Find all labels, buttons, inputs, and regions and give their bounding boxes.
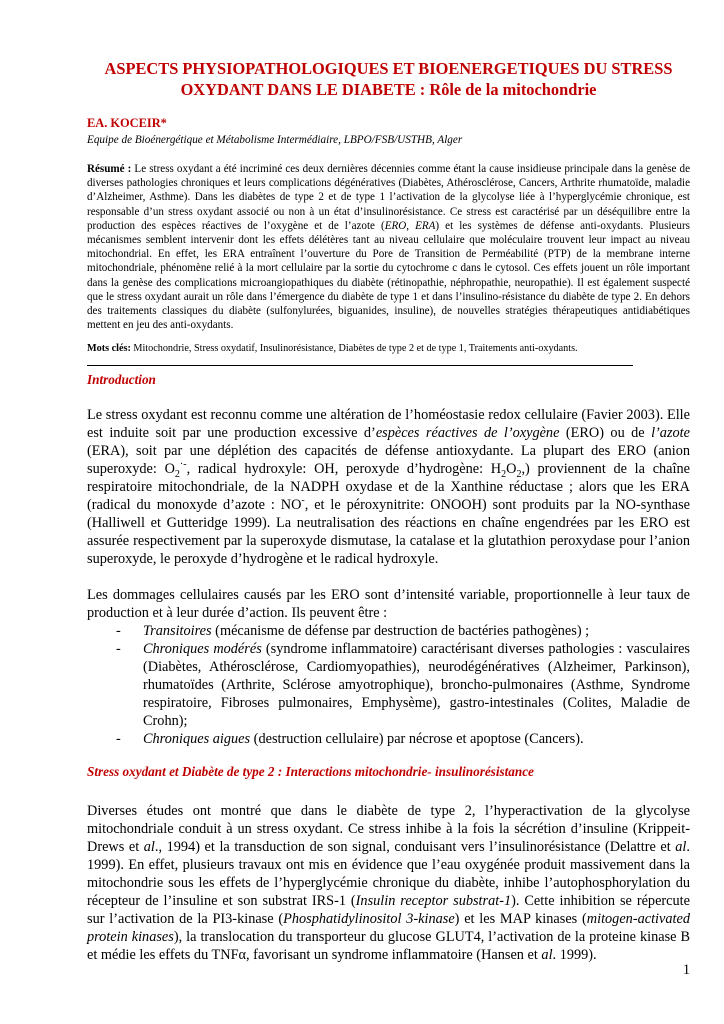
keywords-label: Mots clés: xyxy=(87,343,131,355)
horizontal-rule xyxy=(87,365,633,366)
list-item-term: Chroniques modérés xyxy=(143,641,262,658)
section2-paragraph-1 xyxy=(87,802,690,964)
p3-text-c: . 1999). En effet, plusieurs travaux ont mis en évidence que l’eau oxygénée produit massivement dans la mitochondrie sous les effets de l’hyperglycémie chronique du diabète, inhibe l’autophosphorylation du récepteur de l’insuline et son substrat IRS-1 ( xyxy=(87,839,690,910)
p1-italic-ero: espèces réactives de l’oxygène xyxy=(375,425,560,442)
list-item-term: Transitoires xyxy=(143,623,212,640)
p3-text-b: ., 1994) et la transduction de son signal, conduisant vers l’insulinorésistance (Delattre et xyxy=(154,839,676,856)
list-item xyxy=(87,640,690,730)
p3-text-a: Diverses études ont montré que dans le diabète de type 2, l’hyperactivation de la glycolyse mitochondriale conduit à un stress oxydant. Ce stress inhibe à la fois la sécrétion d’insuline (Krippeit-Drews et xyxy=(87,803,690,856)
damage-list xyxy=(87,622,690,748)
list-item-term: Chroniques aigues xyxy=(143,731,251,748)
abstract-ero-era: ERO, ERA xyxy=(384,219,436,232)
page-number: 1 xyxy=(682,962,690,978)
list-item xyxy=(87,622,690,640)
p1-text-g: ,) proviennent de la chaîne respiratoire mitochondriale, de la NADPH oxydase et de la Xanthine réductase ; alors que les ERA (radical du monoxyde d’azote : NO xyxy=(87,461,690,514)
abstract xyxy=(87,162,690,332)
paper-title xyxy=(87,58,690,100)
document-page xyxy=(87,58,690,964)
list-item-text: (destruction cellulaire) par nécrose et apoptose (Cancers). xyxy=(250,731,584,748)
p1-h2-sub: 2 xyxy=(501,469,507,481)
abstract-text-2: ) et les systèmes de défense anti-oxydants. Plusieurs mécanismes semblent intervenir dont les effets délétères tant au niveau cellulaire que moléculaire trouvent leur impact au niveau mitochondrial. En effet, les ERA entraînent l’ouverture du Pore de Transition de Perméabilité (PTP) de la membrane interne mitochondriale, phénomène relié à la mort cellulaire par la sortie du cytochrome c dans le cytosol. Ces effets jouent un rôle important dans la genèse des complications microangiopathiques du diabète (rétinopathie, néphropathie, neuropathie). Il est également suspecté que le stress oxydant aurait un rôle dans l’émergence du diabète de type 1 et dans l’insulino-résistance du diabète de type 2. En dehors des traitements classiques du diabète (sulfonylurées, biguanides, insuline), de nouvelles stratégies thérapeutiques antidiabétiques mettent en jeu des anti-oxydants. xyxy=(87,219,690,332)
list-item-text: (mécanisme de défense par destruction de bactéries pathogènes) ; xyxy=(211,623,590,640)
section-heading-stress-diabete: Stress oxydant et Diabète de type 2 : Interactions mitochondrie- insulinorésistance xyxy=(87,764,534,780)
p1-o2-sub: 2 xyxy=(174,469,180,481)
p3-irs-italic: Insulin receptor substrat-1 xyxy=(355,893,512,910)
p3-al-3: al xyxy=(541,947,553,964)
p3-text-e: ) et les MAP kinases ( xyxy=(454,911,587,928)
p3-text-d: ). Cette inhibition se répercute sur l’activation de la PI3-kinase ( xyxy=(87,893,690,928)
p3-text-g: . 1999). xyxy=(552,947,597,964)
p1-no-sup: - xyxy=(301,495,305,507)
p1-text-h: , et le péroxynitrite: ONOOH) sont produits par la NO-synthase (Halliwell et Gutteridge 1999). La neutralisation des réactions en chaîne engendrées par les ERO est assurée respectivement par la superoxyde dismutase, la catalase et la glutathion peroxydase pour l’anion superoxyde, le peroxyde d’hydrogène et le radical hydroxyle. xyxy=(87,497,690,568)
list-item xyxy=(87,730,690,748)
keywords xyxy=(87,342,690,355)
list-dash: - xyxy=(116,731,121,748)
list-dash: - xyxy=(116,641,121,658)
p3-al-1: al xyxy=(143,839,155,856)
p1-text-e: (ERA), soit par une déplétion des capacités de défense antioxydante. La plupart des ERO (anion superoxyde: O xyxy=(87,443,690,478)
list-dash: - xyxy=(116,623,121,640)
p3-text-f: ), la translocation du transporteur du glucose GLUT4, l’activation de la proteine kinase B et médie les effets du TNFα, favorisant un syndrome inflammatoire (Hansen et xyxy=(87,929,690,964)
p3-al-2: al xyxy=(675,839,687,856)
intro-paragraph-1 xyxy=(87,406,690,568)
p1-o2-sup: ·- xyxy=(179,459,187,471)
keywords-text: Mitochondrie, Stress oxydatif, Insulinorésistance, Diabètes de type 2 et de type 1, Traitements anti-oxydants. xyxy=(130,343,578,355)
affiliation: Equipe de Bioénergétique et Métabolisme Intermédiaire, LBPO/FSB/USTHB, Alger xyxy=(87,134,463,146)
p1-text-a: Le stress oxydant est reconnu comme une altération de l’homéostasie redox cellulaire (Favier 2003). Elle est induite soit par une production excessive d’ xyxy=(87,407,690,442)
p1-text-f: , radical hydroxyle: OH, peroxyde d’hydrogène: H xyxy=(186,461,502,478)
title-line-1: ASPECTS PHYSIOPATHOLOGIQUES ET BIOENERGETIQUES DU STRESS xyxy=(104,59,673,78)
intro-paragraph-2: Les dommages cellulaires causés par les ERO sont d’intensité variable, proportionnelle à leur taux de production et à leur durée d’action. Ils peuvent être : xyxy=(87,587,690,622)
p1-o-mid: O xyxy=(506,461,517,478)
p1-text-c: (ERO) ou de xyxy=(559,425,652,442)
abstract-text-1: Le stress oxydant a été incriminé ces deux dernières décennies comme étant la cause insidieuse principale dans la genèse de diverses pathologies chroniques et leurs complications dégénératives (Diabètes, Athérosclérose, Cancers, Arthrite rhumatoïde, maladie d’Alzheimer, Asthme). Dans les diabètes de type 2 et de type 1 l’activation de la glycolyse liée à l’hyperglycémie chronique, est responsable d’un stress oxydant associé ou non à un état d’insulinorésistance. Ce stress est caractérisé par un déséquilibre entre la production des espèces réactives de l’oxygène et de l’azote ( xyxy=(87,163,690,232)
author: EA. KOCEIR* xyxy=(87,116,167,130)
p1-o2-sub-2: 2 xyxy=(516,469,522,481)
p3-map-italic: mitogen-activated protein kinases xyxy=(87,911,690,946)
section-heading-introduction: Introduction xyxy=(87,372,156,388)
p1-italic-azote: l’azote xyxy=(651,425,690,442)
title-line-2: OXYDANT DANS LE DIABETE : Rôle de la mitochondrie xyxy=(180,80,597,99)
abstract-label: Résumé : xyxy=(87,163,132,175)
list-item-text: (syndrome inflammatoire) caractérisant diverses pathologies : vasculaires (Diabètes, Athérosclérose, Cardiomyopathies), neurodégénératives (Alzheimer, Parkinson), rhumatoïdes (Arthrite, Sclérose amyotrophique), broncho-pulmonaires (Asthme, Syndrome respiratoire, Fibroses pulmonaires, Emphysème), gastro-intestinales (Colites, Maladie de Crohn); xyxy=(143,641,690,730)
p3-pi3-italic: Phosphatidylinositol 3-kinase xyxy=(283,911,455,928)
